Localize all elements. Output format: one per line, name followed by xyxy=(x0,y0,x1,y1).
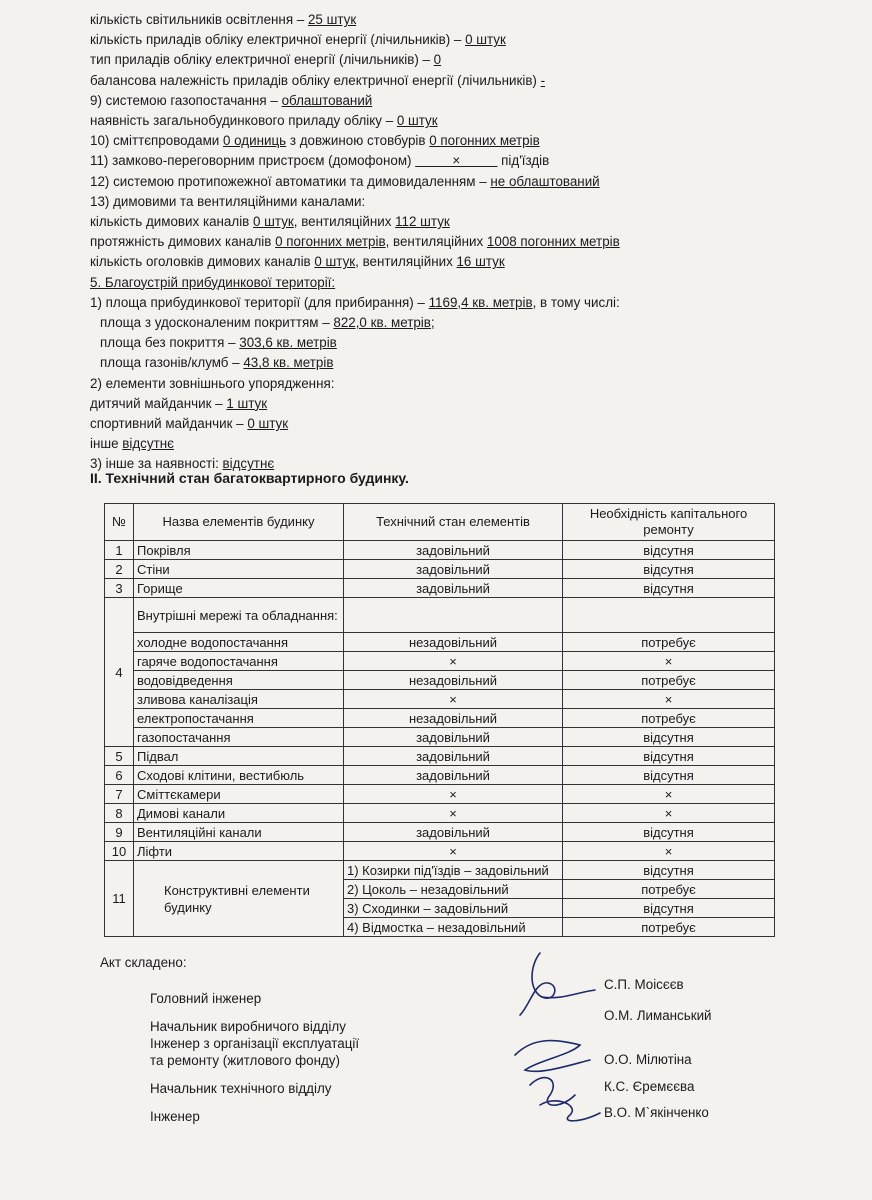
text-line: 1) площа прибудинкової території (для прибирання) – 1169,4 кв. метрів, в тому числі: xyxy=(90,294,620,310)
table-row: зливова каналізація × × xyxy=(105,690,775,709)
signer-name: С.П. Моісєєв xyxy=(604,977,684,992)
header-technical-state: Технічний стан елементів xyxy=(344,504,563,541)
table-row: 2 Стіни задовільний відсутня xyxy=(105,560,775,579)
text-line: спортивний майданчик – 0 штук xyxy=(90,416,289,432)
signer-name: К.С. Єремєєва xyxy=(604,1079,695,1094)
signer-name: О.М. Лиманський xyxy=(604,1008,712,1023)
text-line: протяжність димових каналів 0 погонних метрів, вентиляційних 1008 погонних метрів xyxy=(90,234,620,250)
text-line: 12) системою протипожежної автоматики та димовидаленням – не облаштований xyxy=(90,173,600,189)
table-row: газопостачання задовільний відсутня xyxy=(105,728,775,747)
signer-name: О.О. Мілютіна xyxy=(604,1052,692,1067)
building-description-lines xyxy=(90,10,790,475)
header-element-name: Назва елементів будинку xyxy=(134,504,344,541)
table-row: 7 Сміттєкамери × × xyxy=(105,785,775,804)
table-row: холодне водопостачання незадовільний потребує xyxy=(105,633,775,652)
table-row: 11 Конструктивні елементи будинку 1) Козирки під'їздів – задовільний відсутня xyxy=(105,861,775,880)
role-label: Інженер з організації експлуатації xyxy=(150,1036,360,1051)
role-label: та ремонту (житлового фонду) xyxy=(150,1053,340,1068)
text-line: балансова належність приладів обліку електричної енергії (лічильників) - xyxy=(90,72,546,88)
text-line: кількість димових каналів 0 штук, вентиляційних 112 штук xyxy=(90,214,450,230)
table-row: гаряче водопостачання × × xyxy=(105,652,775,671)
text-line: кількість приладів обліку електричної енергії (лічильників) – 0 штук xyxy=(90,32,506,48)
table-row: 10 Ліфти × × xyxy=(105,842,775,861)
table-header-row xyxy=(105,504,775,541)
text-line: 3) інше за наявності: відсутнє xyxy=(90,456,275,472)
table-row: 2) Цоколь – незадовільний потребує xyxy=(105,880,775,899)
table-row: 8 Димові канали × × xyxy=(105,804,775,823)
section-title: II. Технічний стан багатоквартирного будинку. xyxy=(90,470,409,486)
table-row: 3) Сходинки – задовільний відсутня xyxy=(105,899,775,918)
role-label: Начальник технічного відділу xyxy=(150,1081,332,1096)
text-line: площа з удосконаленим покриттям – 822,0 кв. метрів; xyxy=(100,315,435,331)
text-line: 13) димовими та вентиляційними каналами: xyxy=(90,193,366,209)
role-label: Начальник виробничого відділу xyxy=(150,1019,346,1034)
role-label: Інженер xyxy=(150,1109,200,1124)
text-line: 9) системою газопостачання – облаштований xyxy=(90,92,373,108)
table-row: 4 Внутрішні мережі та обладнання: xyxy=(105,598,775,633)
signer-name: В.О. М`якінченко xyxy=(604,1105,709,1120)
text-line: площа без покриття – 303,6 кв. метрів xyxy=(100,335,337,351)
text-line: 10) сміттєпроводами 0 одиниць з довжиною стовбурів 0 погонних метрів xyxy=(90,133,540,149)
table-row: 1 Покрівля задовільний відсутня xyxy=(105,541,775,560)
table-row: водовідведення незадовільний потребує xyxy=(105,671,775,690)
handwritten-signatures xyxy=(500,945,610,1125)
role-label: Головний інженер xyxy=(150,991,262,1006)
table-row: 9 Вентиляційні канали задовільний відсутня xyxy=(105,823,775,842)
text-line: площа газонів/клумб – 43,8 кв. метрів xyxy=(100,355,334,371)
header-number: № xyxy=(105,504,134,541)
table-row: 3 Горище задовільний відсутня xyxy=(105,579,775,598)
table-row: 5 Підвал задовільний відсутня xyxy=(105,747,775,766)
text-line: інше відсутнє xyxy=(90,436,174,452)
text-line: тип приладів обліку електричної енергії (лічильників) – 0 xyxy=(90,52,442,68)
signatures-block xyxy=(0,955,872,1135)
table-row: електропостачання незадовільний потребує xyxy=(105,709,775,728)
text-line: 11) замково-переговорним пристроєм (домофоном) × під'їздів xyxy=(90,153,550,169)
table-row: 4) Відмостка – незадовільний потребує xyxy=(105,918,775,937)
text-line: кількість оголовків димових каналів 0 штук, вентиляційних 16 штук xyxy=(90,254,505,270)
section-heading: 5. Благоустрій прибудинкової території: xyxy=(90,274,336,290)
header-repair-need: Необхідність капітального ремонту xyxy=(563,504,775,541)
act-label: Акт складено: xyxy=(100,955,187,970)
technical-state-table xyxy=(104,503,775,937)
table-row: 6 Сходові клітини, вестибюль задовільний відсутня xyxy=(105,766,775,785)
text-line: наявність загальнобудинкового приладу обліку – 0 штук xyxy=(90,113,438,129)
text-line: 2) елементи зовнішнього упорядження: xyxy=(90,375,335,391)
text-line: кількість світильників освітлення – 25 штук xyxy=(90,12,357,27)
text-line: дитячий майданчик – 1 штук xyxy=(90,395,268,411)
